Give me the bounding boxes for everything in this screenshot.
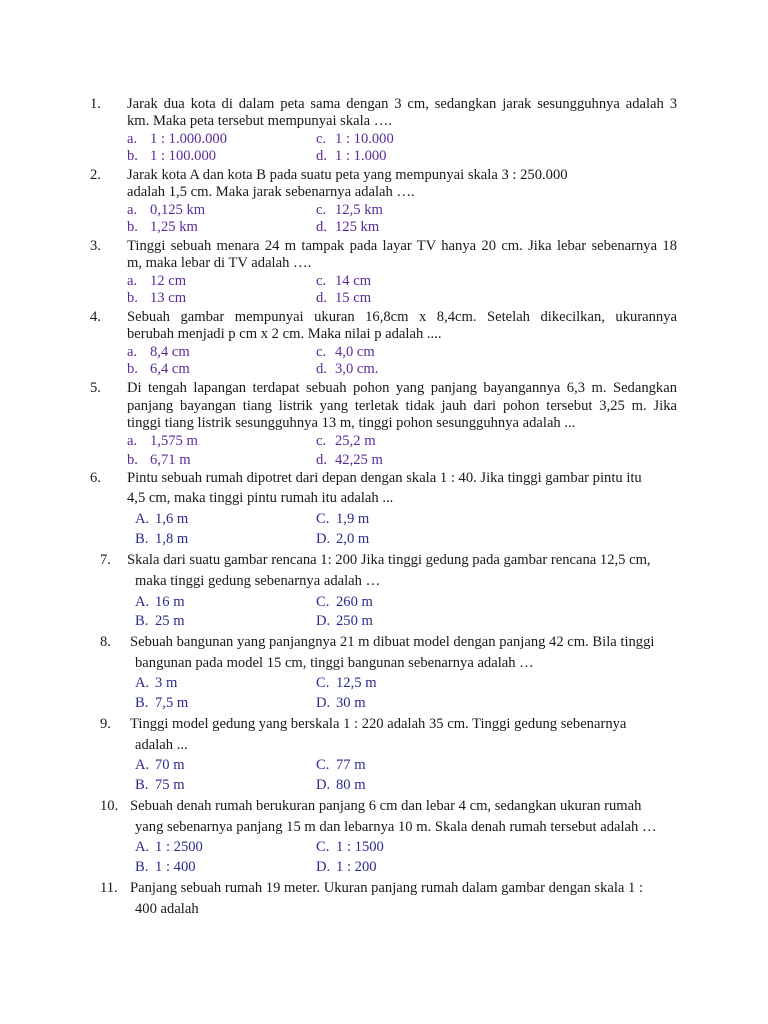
question-number: 6. [90, 470, 101, 486]
option-letter: C. [316, 839, 330, 855]
option-text: 42,25 m [335, 452, 383, 468]
option-letter: a. [127, 131, 138, 147]
option-letter: a. [127, 433, 138, 449]
option-letter: c. [316, 344, 327, 360]
question-number: 5. [90, 380, 101, 396]
option-letter: A. [135, 839, 150, 855]
option-letter: A. [135, 594, 150, 610]
option-text: 1,25 km [150, 219, 198, 235]
question-text-line: maka tinggi gedung sebenarnya adalah … [135, 573, 381, 589]
option-text: 2,0 m [336, 531, 370, 547]
question-number: 7. [100, 552, 111, 568]
question-text-line: adalah 1,5 cm. Maka jarak sebenarnya adalah …. [127, 184, 415, 200]
option-text: 0,125 km [150, 202, 206, 218]
option-letter: c. [316, 131, 327, 147]
option-letter: C. [316, 511, 330, 527]
option-text: 8,4 cm [150, 344, 190, 360]
option-text: 1 : 10.000 [335, 131, 394, 147]
option-text: 70 m [155, 757, 185, 773]
option-letter: a. [127, 202, 138, 218]
option-letter: c. [316, 273, 327, 289]
option-text: 13 cm [150, 290, 187, 306]
option-text: 1,6 m [155, 511, 189, 527]
option-letter: d. [316, 148, 327, 164]
option-letter: B. [135, 695, 149, 711]
option-text: 1,575 m [150, 433, 198, 449]
question-number: 8. [100, 634, 111, 650]
question-text-line: Skala dari suatu gambar rencana 1: 200 Jika tinggi gedung pada gambar rencana 12,5 cm, [127, 552, 651, 568]
option-letter: b. [127, 290, 138, 306]
option-text: 1,8 m [155, 531, 189, 547]
option-letter: d. [316, 452, 327, 468]
option-letter: A. [135, 757, 150, 773]
option-letter: D. [316, 777, 331, 793]
question-text-line: Di tengah lapangan terdapat sebuah pohon yang panjang bayangannya 6,3 m. Sedangkan [127, 380, 677, 396]
question-text-line: Tinggi sebuah menara 24 m tampak pada layar TV hanya 20 cm. Jika lebar sebenarnya 18 [127, 238, 677, 254]
option-letter: d. [316, 219, 327, 235]
option-letter: c. [316, 433, 327, 449]
option-text: 12,5 km [335, 202, 383, 218]
question-text-line: adalah ... [135, 737, 188, 753]
question-text-line: Tinggi model gedung yang berskala 1 : 220 adalah 35 cm. Tinggi gedung sebenarnya [130, 716, 627, 732]
option-text: 1,9 m [336, 511, 370, 527]
option-letter: b. [127, 219, 138, 235]
option-text: 1 : 1.000.000 [150, 131, 228, 147]
option-text: 6,71 m [150, 452, 191, 468]
question-text-line: Sebuah bangunan yang panjangnya 21 m dibuat model dengan panjang 42 cm. Bila tinggi [130, 634, 655, 650]
option-text: 1 : 200 [336, 859, 377, 875]
option-text: 77 m [336, 757, 366, 773]
question-text-line: panjang bayangan tiang listrik yang terletak tidak jauh dari pohon tersebut 3,25 m. Jika [127, 398, 677, 414]
question-number: 9. [100, 716, 111, 732]
option-text: 3,0 cm. [335, 361, 379, 377]
option-text: 1 : 1.000 [335, 148, 387, 164]
option-text: 25,2 m [335, 433, 376, 449]
question-number: 4. [90, 309, 101, 325]
question-text-line: berubah menjadi p cm x 2 cm. Maka nilai p adalah .... [127, 326, 442, 342]
option-letter: B. [135, 613, 149, 629]
option-letter: d. [316, 361, 327, 377]
option-letter: D. [316, 613, 331, 629]
option-text: 30 m [336, 695, 366, 711]
question-text-line: km. Maka peta tersebut mempunyai skala …. [127, 113, 393, 129]
option-letter: d. [316, 290, 327, 306]
question-text-line: Panjang sebuah rumah 19 meter. Ukuran panjang rumah dalam gambar dengan skala 1 : [130, 880, 644, 896]
option-letter: b. [127, 361, 138, 377]
option-text: 260 m [336, 594, 373, 610]
question-text-line: m, maka lebar di TV adalah …. [127, 255, 312, 271]
question-text-line: Jarak dua kota di dalam peta sama dengan 3 cm, sedangkan jarak sesungguhnya adalah 3 [127, 96, 677, 112]
question-text-line: Sebuah denah rumah berukuran panjang 6 cm dan lebar 4 cm, sedangkan ukuran rumah [130, 798, 642, 814]
question-text-line: Pintu sebuah rumah dipotret dari depan dengan skala 1 : 40. Jika tinggi gambar pintu itu [127, 470, 642, 486]
option-text: 7,5 m [155, 695, 189, 711]
option-text: 4,0 cm [335, 344, 375, 360]
option-text: 250 m [336, 613, 373, 629]
option-text: 75 m [155, 777, 185, 793]
option-text: 12 cm [150, 273, 187, 289]
option-text: 1 : 400 [155, 859, 196, 875]
question-number: 1. [90, 96, 101, 112]
question-text-line: Sebuah gambar mempunyai ukuran 16,8cm x 8,4cm. Setelah dikecilkan, ukurannya [127, 309, 677, 325]
option-text: 6,4 cm [150, 361, 190, 377]
option-text: 25 m [155, 613, 185, 629]
option-text: 16 m [155, 594, 185, 610]
question-text-line: tinggi tiang listrik sesungguhnya 13 m, tinggi pohon sesungguhnya adalah ... [127, 415, 576, 431]
option-letter: D. [316, 859, 331, 875]
option-text: 12,5 m [336, 675, 377, 691]
option-text: 80 m [336, 777, 366, 793]
question-number: 3. [90, 238, 101, 254]
option-text: 3 m [155, 675, 178, 691]
option-letter: a. [127, 344, 138, 360]
question-text-line: yang sebenarnya panjang 15 m dan lebarnya 10 m. Skala denah rumah tersebut adalah … [135, 819, 657, 835]
option-text: 15 cm [335, 290, 372, 306]
question-text-line: 400 adalah [135, 901, 199, 917]
option-letter: A. [135, 511, 150, 527]
option-letter: c. [316, 202, 327, 218]
option-text: 1 : 100.000 [150, 148, 217, 164]
question-text-line: 4,5 cm, maka tinggi pintu rumah itu adalah ... [127, 490, 394, 506]
option-letter: C. [316, 594, 330, 610]
option-text: 1 : 2500 [155, 839, 203, 855]
question-number: 2. [90, 167, 101, 183]
question-number: 11. [100, 880, 118, 896]
option-letter: D. [316, 531, 331, 547]
option-letter: B. [135, 777, 149, 793]
option-letter: b. [127, 148, 138, 164]
question-text-line: Jarak kota A dan kota B pada suatu peta yang mempunyai skala 3 : 250.000 [127, 167, 568, 183]
option-letter: a. [127, 273, 138, 289]
option-letter: A. [135, 675, 150, 691]
option-letter: B. [135, 859, 149, 875]
option-letter: b. [127, 452, 138, 468]
option-text: 1 : 1500 [336, 839, 384, 855]
option-letter: C. [316, 757, 330, 773]
option-text: 14 cm [335, 273, 372, 289]
question-text-line: bangunan pada model 15 cm, tinggi bangunan sebenarnya adalah … [135, 655, 534, 671]
option-text: 125 km [335, 219, 380, 235]
option-letter: C. [316, 675, 330, 691]
option-letter: D. [316, 695, 331, 711]
question-number: 10. [100, 798, 119, 814]
option-letter: B. [135, 531, 149, 547]
